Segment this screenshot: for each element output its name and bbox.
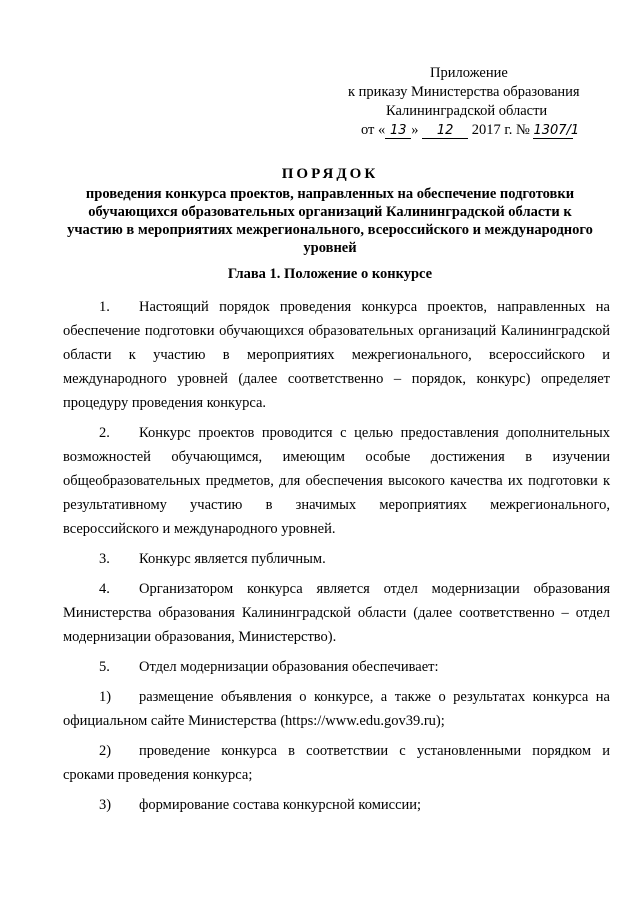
paragraph-number: 1. — [99, 299, 110, 315]
paragraph — [63, 295, 610, 415]
order-number: 1307/1 — [533, 123, 580, 138]
subparagraph-text: проведение конкурса в соответствии с установленными порядком и сроками проведения конкурса; — [63, 743, 610, 783]
order-year-text: 2017 г. № — [471, 122, 530, 138]
appendix-header — [330, 64, 610, 140]
paragraph-text: Организатором конкурса является отдел модернизации образования Министерства образования Калининградской области (далее соответственно – отдел модернизации образования, Министерство). — [63, 581, 610, 645]
title-subtitle: проведения конкурса проектов, направленных на обеспечение подготовки обучающихся образовательных организаций Калининградской области к участию в мероприятиях межрегионального, всероссийского и международного уровней — [67, 186, 593, 256]
subparagraph — [63, 739, 610, 787]
order-date-line — [330, 121, 610, 140]
paragraph-text: Настоящий порядок проведения конкурса проектов, направленных на обеспечение подготовки обучающихся образовательных организаций Калининградской области к участию в мероприятиях межрегионального, всероссийского и международного уровней (далее соответственно – порядок, конкурс) определяет процедуру проведения конкурса. — [63, 299, 610, 411]
paragraph — [63, 421, 610, 541]
order-month: 12 — [422, 124, 468, 139]
appendix-label: Приложение — [430, 65, 508, 81]
order-reference: к приказу Министерства образования — [348, 84, 580, 100]
paragraph-number: 5. — [99, 659, 110, 675]
subparagraph-text: формирование состава конкурсной комиссии; — [139, 797, 422, 813]
subparagraph-number: 2) — [99, 743, 112, 759]
subparagraph-number: 1) — [99, 689, 112, 705]
document-body — [63, 295, 610, 823]
document-title — [60, 165, 600, 257]
title-word: ПОРЯДОК — [281, 166, 379, 182]
paragraph-number: 2. — [99, 425, 110, 441]
subparagraph-number: 3) — [99, 797, 112, 813]
date-prefix: от « — [361, 122, 386, 138]
paragraph — [63, 655, 610, 679]
region-name: Калининградской области — [386, 103, 548, 119]
paragraph-number: 3. — [99, 551, 110, 567]
order-day: 13 — [385, 124, 411, 139]
paragraph-text: Отдел модернизации образования обеспечивает: — [139, 659, 439, 675]
paragraph — [63, 577, 610, 649]
chapter-heading: Глава 1. Положение о конкурсе — [227, 266, 433, 282]
paragraph-number: 4. — [99, 581, 110, 597]
subparagraph — [63, 793, 610, 817]
subparagraph — [63, 685, 610, 733]
paragraph-text: Конкурс является публичным. — [139, 551, 326, 567]
paragraph — [63, 547, 610, 571]
subparagraph-text: размещение объявления о конкурсе, а также о результатах конкурса на официальном сайте Министерства (https://www.edu.gov39.ru); — [63, 689, 610, 729]
date-close-quote: » — [411, 122, 419, 138]
paragraph-text: Конкурс проектов проводится с целью предоставления дополнительных возможностей обучающимся, имеющим особые достижения в изучении общеобразовательных предметов, для обеспечения высокого качества их подготовки к результативному участию в значимых мероприятиях межрегионального, всероссийского и международного уровней. — [63, 425, 610, 537]
